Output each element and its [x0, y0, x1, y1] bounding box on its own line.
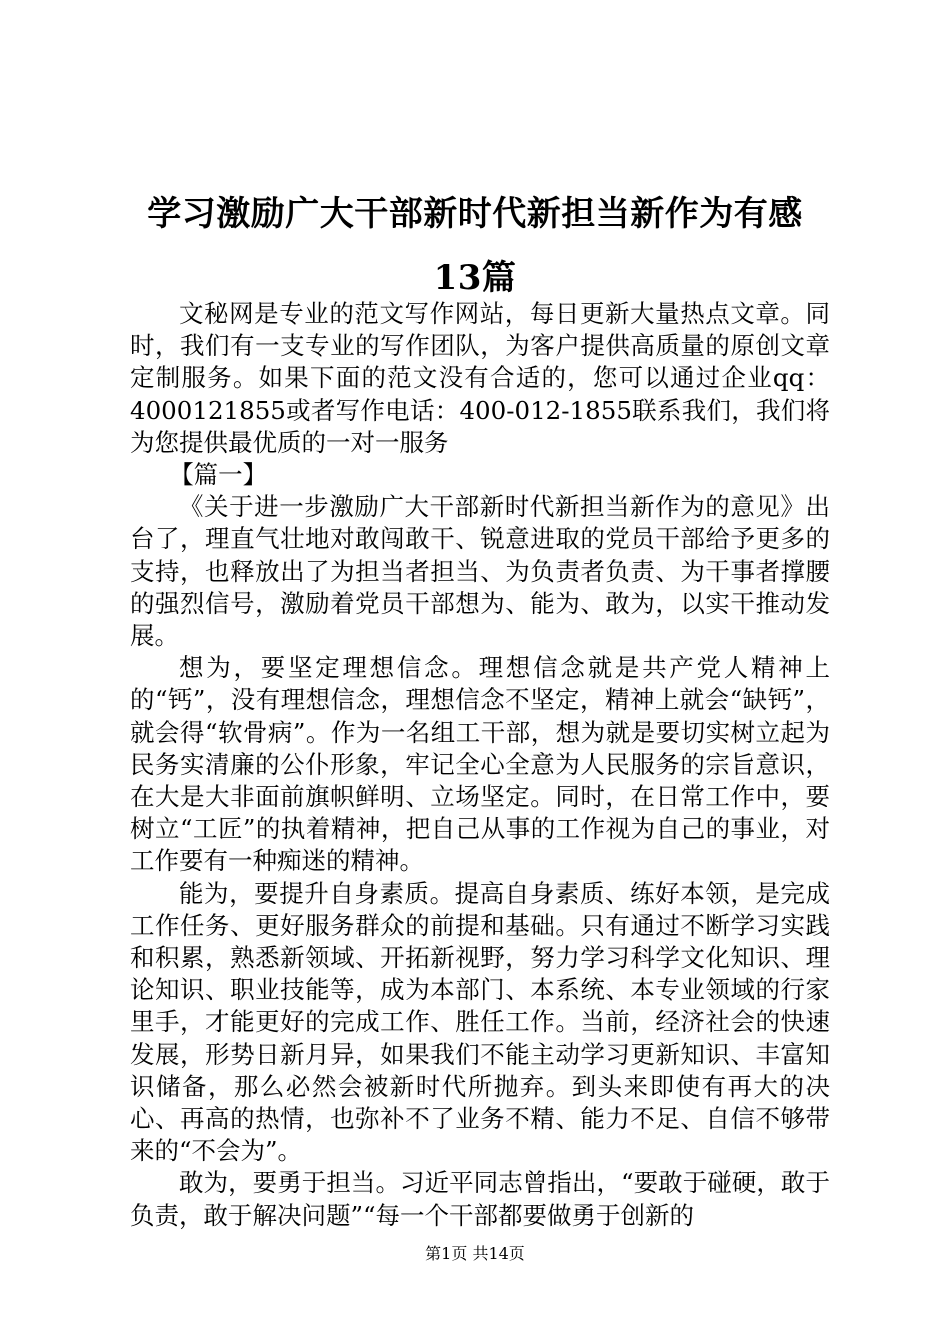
page-number: 第1页 共14页	[425, 1244, 525, 1263]
body-paragraph: 想为，要坚定理想信念。理想信念就是共产党人精神上的“钙”，没有理想信念，理想信念不坚定，精神上就会“缺钙”，就会得“软骨病”。作为一名组工干部，想为就是要切实树立起为民务实清廉的公仆形象，牢记全心全意为人民服务的宗旨意识，在大是大非面前旗帜鲜明、立场坚定。同时，在日常工作中，要树立“工匠”的执着精神，把自己从事的工作视为自己的事业，对工作要有一种痴迷的精神。	[130, 653, 830, 876]
body-paragraph: 《关于进一步激励广大干部新时代新担当新作为的意见》出台了，理直气壮地对敢闯敢干、锐意进取的党员干部给予更多的支持，也释放出了为担当者担当、为负责者负责、为干事者撑腰的强烈信号，激励着党员干部想为、能为、敢为，以实干推动发展。	[130, 492, 830, 651]
document-body	[130, 298, 830, 1232]
body-paragraph: 敢为，要勇于担当。习近平同志曾指出，“要敢于碰硬，敢于负责，敢于解决问题”“每一个干部都要做勇于创新的	[130, 1168, 830, 1230]
intro-paragraph: 文秘网是专业的范文写作网站，每日更新大量热点文章。同时，我们有一支专业的写作团队，为客户提供高质量的原创文章定制服务。如果下面的范文没有合适的，您可以通过企业qq：4000121855或者写作电话：400-012-1855联系我们，我们将为您提供最优质的一对一服务	[130, 299, 830, 457]
document-title	[120, 182, 830, 310]
body-paragraph: 能为，要提升自身素质。提高自身素质、练好本领，是完成工作任务、更好服务群众的前提和基础。只有通过不断学习实践和积累，熟悉新领域、开拓新视野，努力学习科学文化知识、理论知识、职业技能等，成为本部门、本系统、本专业领域的行家里手，才能更好的完成工作、胜任工作。当前，经济社会的快速发展，形势日新月异，如果我们不能主动学习更新知识、丰富知识储备，那么必然会被新时代所抛弃。到头来即使有再大的决心、再高的热情，也弥补不了业务不精、能力不足、自信不够带来的“不会为”。	[130, 878, 830, 1166]
section-heading: 【篇一】	[169, 460, 268, 490]
document-title-line-1: 学习激励广大干部新时代新担当新作为有感	[147, 194, 803, 234]
document-title-line-2: 13篇	[433, 258, 517, 298]
